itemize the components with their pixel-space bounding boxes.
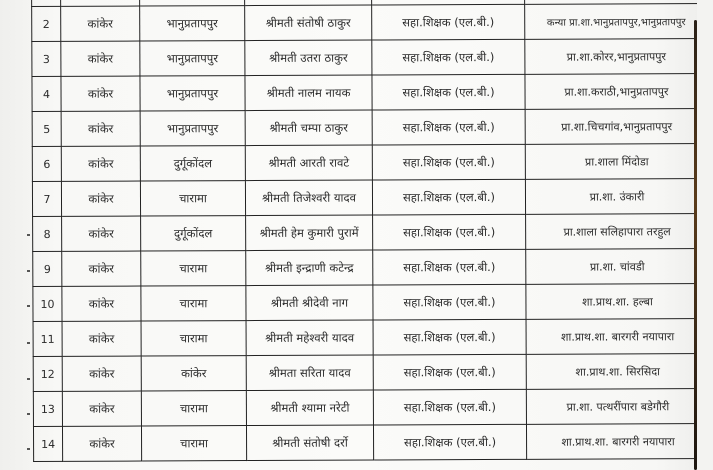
- serial-number-cell: 4: [32, 76, 61, 111]
- name-cell: श्रीमती आरती रावटे: [245, 145, 372, 181]
- post-cell: सहा.शिक्षक (एल.बी.): [373, 389, 526, 425]
- name-cell: श्रीमती चम्पा ठाकुर: [245, 110, 372, 146]
- serial-number-cell: 2: [32, 6, 61, 41]
- school-cell: शा.प्राथ.शा. बारगरी नयापारा: [526, 319, 709, 355]
- block-cell: चारामा: [141, 251, 246, 286]
- table-row: [33, 214, 709, 252]
- name-cell: श्रीमती महेश्वरी यादव: [246, 320, 373, 356]
- school-cell: शा.प्राथ.शा. बारगरी नयापारा: [526, 424, 709, 460]
- district-cell: कांकेर: [61, 111, 140, 146]
- district-cell: कांकेर: [61, 181, 140, 216]
- block-cell: चारामा: [141, 321, 246, 356]
- post-cell: सहा.शिक्षक (एल.बी.): [372, 39, 525, 75]
- name-cell: श्रीमती हेम कुमारी पुरामें: [246, 215, 373, 251]
- table-row: [33, 424, 709, 462]
- serial-number-cell: 7: [32, 181, 61, 216]
- serial-number-cell: 6: [32, 146, 61, 181]
- school-cell: शा.प्राथ.शा. हल्बा: [526, 284, 709, 320]
- table-row: [33, 249, 709, 287]
- table-row: [33, 354, 709, 392]
- serial-number-cell: 11: [33, 321, 62, 356]
- post-cell: सहा.शिक्षक (एल.बी.): [373, 249, 526, 285]
- table-row: [32, 109, 708, 147]
- table-row: [32, 74, 708, 112]
- block-cell: दुर्गूकोंदल: [140, 146, 245, 181]
- district-cell: कांकेर: [62, 251, 141, 286]
- post-cell: सहा.शिक्षक (एल.बी.): [372, 109, 525, 145]
- name-cell: श्रीमती नालम नायक: [245, 75, 372, 111]
- school-cell: प्रा.शा. उंकारी: [525, 179, 708, 215]
- school-cell: शा.प्राथ.शा. सिरसिदा: [526, 354, 709, 390]
- school-cell: प्रा.शा. पत्थरींपारा बडेगौरी: [526, 389, 709, 425]
- table-row: [33, 284, 709, 322]
- margin-tick-mark: [27, 234, 30, 236]
- district-cell: कांकेर: [61, 6, 140, 41]
- teacher-list-table: [31, 0, 710, 462]
- table-row: [33, 389, 709, 427]
- margin-tick-mark: [27, 270, 30, 272]
- table-row: [32, 39, 708, 77]
- district-cell: कांकेर: [62, 286, 141, 321]
- block-cell: भानुप्रतापपुर: [140, 76, 245, 111]
- margin-tick-mark: [27, 305, 30, 307]
- margin-tick-mark: [27, 413, 30, 415]
- school-cell: प्रा.शा.चिचगांव,भानुप्रतापपुर: [525, 109, 708, 145]
- table-row: [32, 179, 708, 217]
- serial-number-cell: 10: [33, 286, 62, 321]
- serial-number-cell: 8: [33, 216, 62, 251]
- block-cell: चारामा: [141, 391, 246, 426]
- district-cell: कांकेर: [62, 391, 141, 426]
- margin-tick-mark: [27, 378, 30, 380]
- name-cell: श्रीमती इन्द्राणी कटेन्द्र: [246, 250, 373, 286]
- page-margin: [697, 0, 713, 470]
- block-cell: चारामा: [141, 426, 246, 461]
- post-cell: सहा.शिक्षक (एल.बी.): [372, 74, 525, 110]
- school-cell: प्रा.शा.कोरर,भानुप्रतापपुर: [525, 39, 708, 75]
- serial-number-cell: 13: [33, 391, 62, 426]
- table-row: [33, 319, 709, 357]
- post-cell: सहा.शिक्षक (एल.बी.): [372, 179, 525, 215]
- school-cell: प्रा.शाला मिंदोडा: [525, 144, 708, 180]
- post-cell: सहा.शिक्षक (एल.बी.): [373, 354, 526, 390]
- block-cell: भानुप्रतापपुर: [140, 6, 245, 41]
- table-row: [32, 144, 708, 182]
- post-cell: सहा.शिक्षक (एल.बी.): [373, 214, 526, 250]
- name-cell: श्रीमती संतोषी दर्रो: [246, 425, 373, 461]
- block-cell: भानुप्रतापपुर: [140, 41, 245, 76]
- name-cell: श्रीमती संतोषी ठाकुर: [245, 5, 372, 41]
- school-cell: प्रा.शाला सलिहापारा तरहुल: [526, 214, 709, 250]
- school-cell: प्रा.शा.कराठी,भानुप्रतापपुर: [525, 74, 708, 110]
- serial-number-cell: 14: [33, 426, 62, 461]
- block-cell: कांकेर: [141, 356, 246, 391]
- serial-number-cell: 3: [32, 41, 61, 76]
- block-cell: दुर्गूकोंदल: [141, 216, 246, 251]
- name-cell: श्रीमती तिजेश्वरी यादव: [245, 180, 372, 216]
- name-cell: श्रीमती श्रीदेवी नाग: [246, 285, 373, 321]
- post-cell: सहा.शिक्षक (एल.बी.): [373, 284, 526, 320]
- district-cell: कांकेर: [62, 216, 141, 251]
- block-cell: चारामा: [140, 181, 245, 216]
- post-cell: सहा.शिक्षक (एल.बी.): [372, 144, 525, 180]
- school-cell: कन्या प्रा.शा.भानुप्रतापपुर,भानुप्रतापपुर: [525, 4, 708, 40]
- name-cell: श्रीमती उतरा ठाकुर: [245, 40, 372, 76]
- post-cell: सहा.शिक्षक (एल.बी.): [373, 319, 526, 355]
- margin-tick-mark: [27, 448, 30, 450]
- serial-number-cell: 12: [33, 356, 62, 391]
- district-cell: कांकेर: [61, 41, 140, 76]
- margin-tick-mark: [27, 342, 30, 344]
- serial-number-cell: 5: [32, 111, 61, 146]
- block-cell: भानुप्रतापपुर: [140, 111, 245, 146]
- district-cell: कांकेर: [62, 321, 141, 356]
- district-cell: कांकेर: [61, 76, 140, 111]
- post-cell: सहा.शिक्षक (एल.बी.): [373, 424, 526, 460]
- name-cell: श्रीमती श्यामा नरेटी: [246, 390, 373, 426]
- school-cell: प्रा.शा. चांवडी: [526, 249, 709, 285]
- table-row: [32, 4, 708, 42]
- name-cell: श्रीमता सरिता यादव: [246, 355, 373, 391]
- post-cell: सहा.शिक्षक (एल.बी.): [372, 4, 525, 40]
- district-cell: कांकेर: [62, 426, 141, 461]
- serial-number-cell: 9: [33, 251, 62, 286]
- district-cell: कांकेर: [61, 146, 140, 181]
- district-cell: कांकेर: [62, 356, 141, 391]
- block-cell: चारामा: [141, 286, 246, 321]
